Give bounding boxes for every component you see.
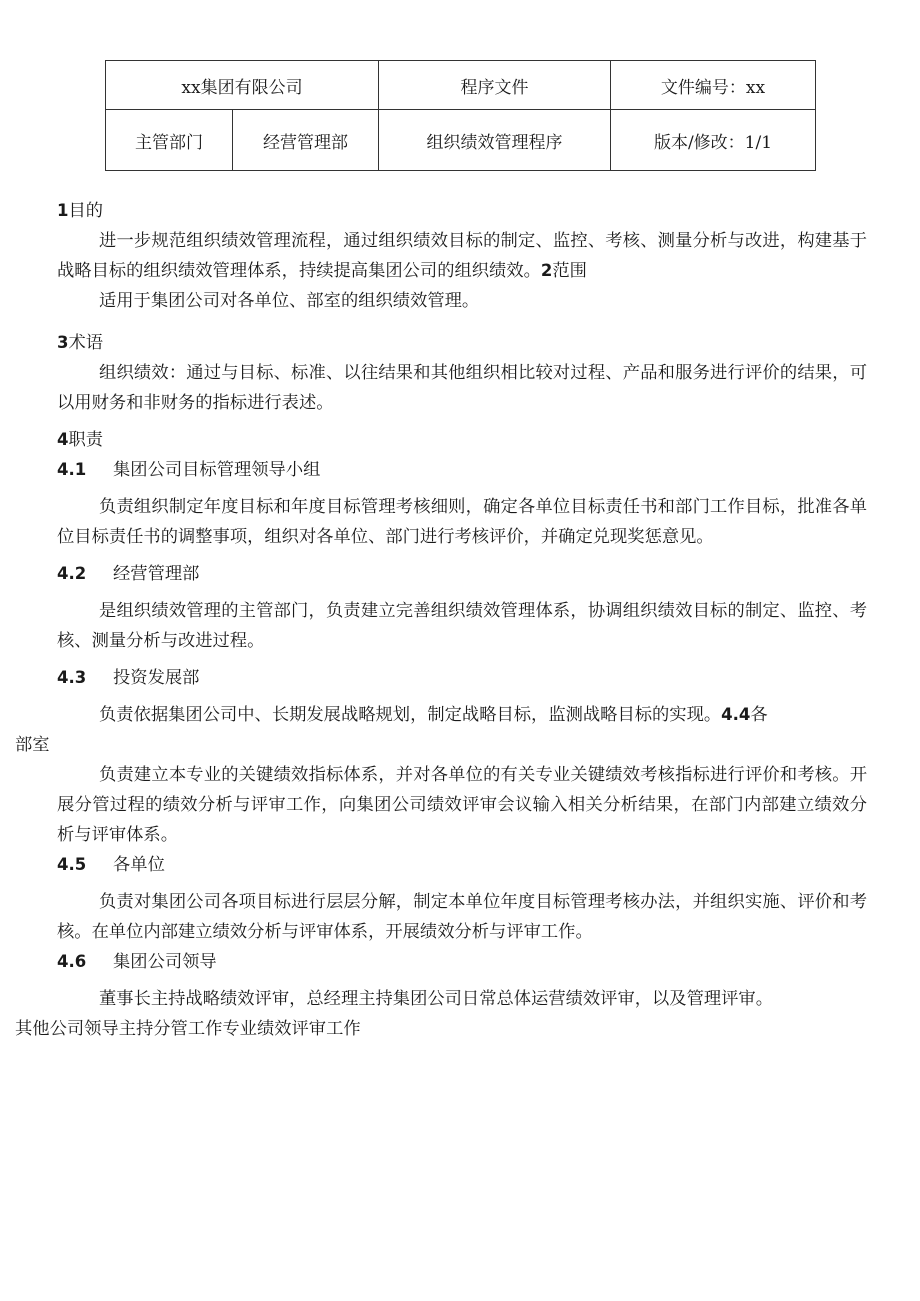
section-4-1-text: 负责组织制定年度目标和年度目标管理考核细则，确定各单位目标责任书和部门工作目标，批准各单位目标责任书的调整事项，组织对各单位、部门进行考核评价，并确定兑现奖惩意见。 xyxy=(57,497,867,547)
section-4-2-text: 是组织绩效管理的主管部门，负责建立完善组织绩效管理体系，协调组织绩效目标的制定、监控、考核、测量分析与改进过程。 xyxy=(57,601,867,651)
section-4-1-heading: 4.1 集团公司目标管理领导小组 xyxy=(57,460,321,480)
section-3-heading: 3术语 xyxy=(57,333,104,353)
section-4-4-title-a: 各 xyxy=(750,705,768,725)
section-4-4-number: 4.4 xyxy=(721,705,751,724)
section-4-3-text: 负责依据集团公司中、长期发展战略规划，制定战略目标，监测战略目标的实现。4.4各 部室 xyxy=(15,705,768,755)
section-4-3-heading: 4.3 投资发展部 xyxy=(57,668,200,688)
section-4-5-heading: 4.5 各单位 xyxy=(57,855,165,875)
section-3-text: 组织绩效：通过与目标、标准、以往结果和其他组织相比较对过程、产品和服务进行评价的结果，可以用财务和非财务的指标进行表述。 xyxy=(57,363,867,413)
section-4-2-heading: 4.2 经营管理部 xyxy=(57,564,200,584)
version-cell: 版本/修改：1/1 xyxy=(611,110,816,171)
document-header-table xyxy=(105,60,816,171)
doc-number-cell: 文件编号：xx xyxy=(611,61,816,110)
section-1-text: 进一步规范组织绩效管理流程，通过组织绩效目标的制定、监控、考核、测量分析与改进，构建基于战略目标的组织绩效管理体系，持续提高集团公司的组织绩效。2范围 xyxy=(57,231,867,281)
section-4-6-heading: 4.6 集团公司领导 xyxy=(57,952,217,972)
section-4-4-title-b: 部室 xyxy=(15,735,50,755)
section-4-heading: 4职责 xyxy=(57,430,104,450)
section-4-5-text: 负责对集团公司各项目标进行层层分解，制定本单位年度目标管理考核办法，并组织实施、评价和考核。在单位内部建立绩效分析与评审体系，开展绩效分析与评审工作。 xyxy=(57,892,867,942)
section-2-text: 适用于集团公司对各单位、部室的组织绩效管理。 xyxy=(99,291,480,311)
section-1-heading: 1目的 xyxy=(57,201,104,221)
section-2-title: 范围 xyxy=(552,261,587,281)
dept-value-cell: 经营管理部 xyxy=(233,110,379,171)
document-body xyxy=(15,196,867,1044)
doc-type-cell: 程序文件 xyxy=(379,61,611,110)
section-4-6-text: 董事长主持战略绩效评审，总经理主持集团公司日常总体运营绩效评审，以及管理评审。 其他公司领导主持分管工作专业绩效评审工作 xyxy=(15,989,773,1039)
section-2-number: 2 xyxy=(540,261,553,280)
dept-label-cell: 主管部门 xyxy=(106,110,233,171)
company-name-cell: xx集团有限公司 xyxy=(106,61,379,110)
section-4-4-text: 负责建立本专业的关键绩效指标体系，并对各单位的有关专业关键绩效考核指标进行评价和考核。开展分管过程的绩效分析与评审工作，向集团公司绩效评审会议输入相关分析结果，在部门内部建立绩效分析与评审体系。 xyxy=(57,765,867,845)
doc-title-cell: 组织绩效管理程序 xyxy=(379,110,611,171)
